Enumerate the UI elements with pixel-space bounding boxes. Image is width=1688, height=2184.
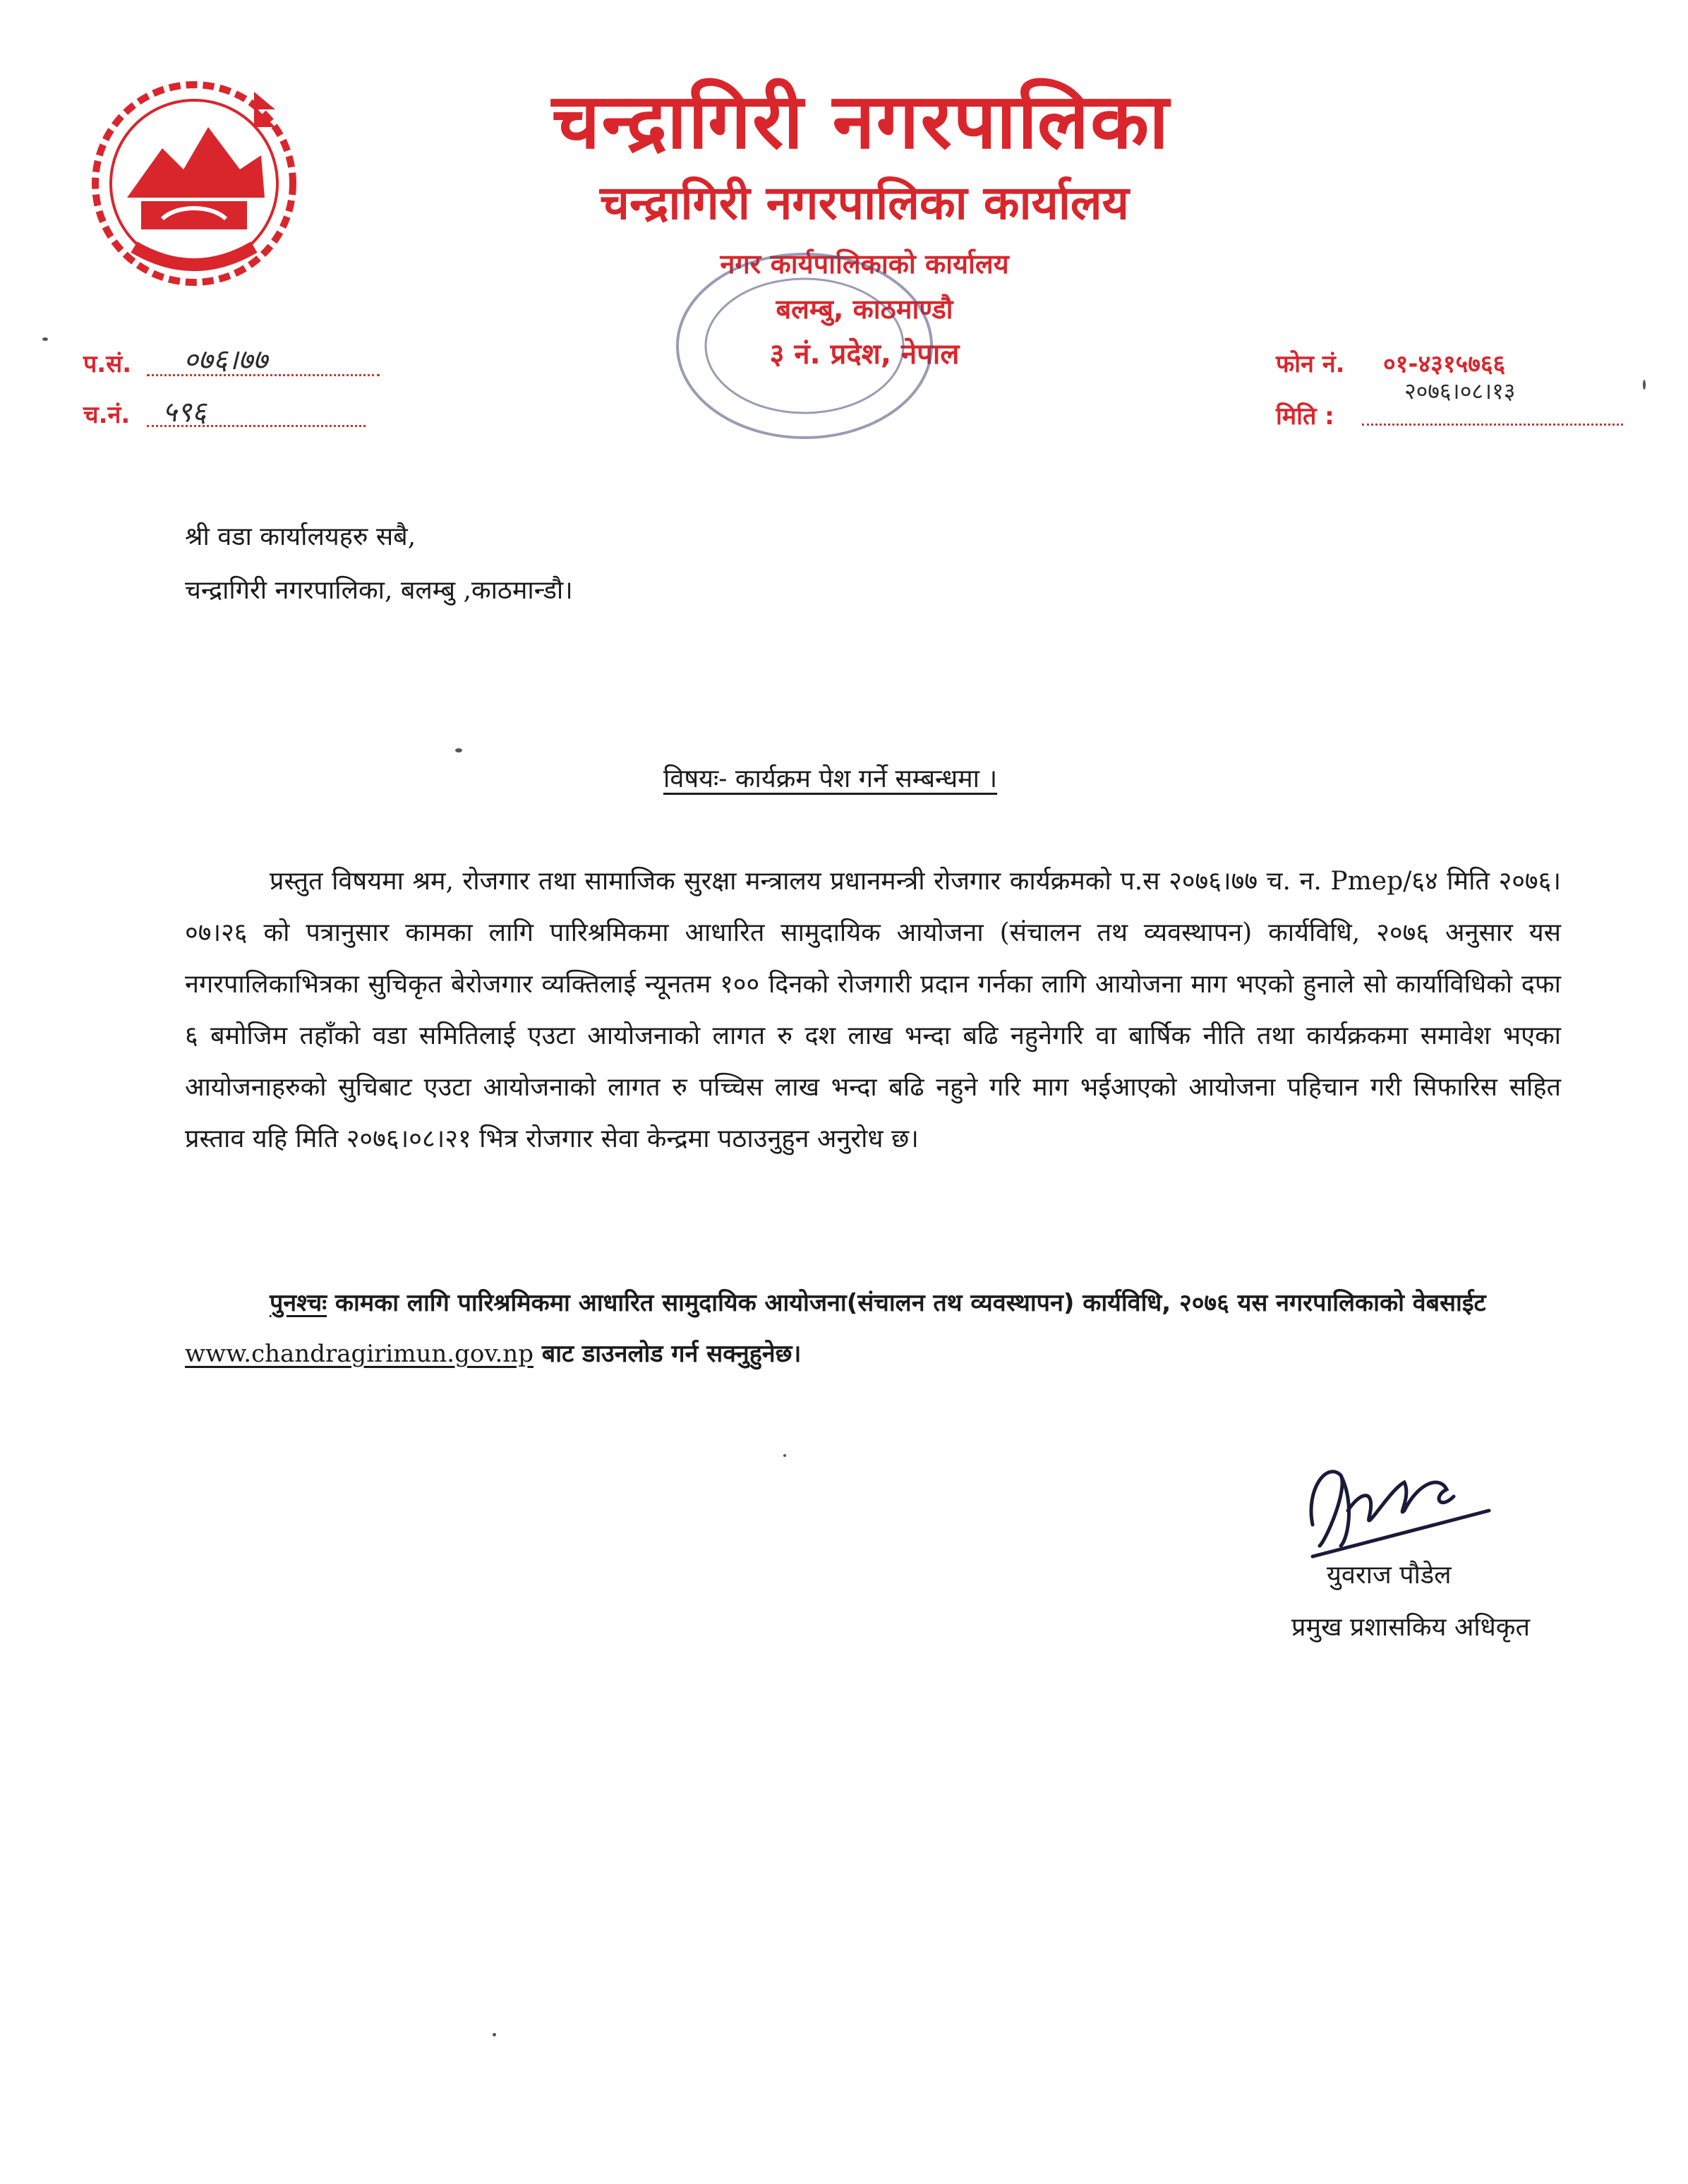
body-paragraph: प्रस्तुत विषयमा श्रम, रोजगार तथा सामाजिक सुरक्षा मन्त्रालय प्रधानमन्त्री रोजगार कार्यक्रमको प.स २०७६।७७ च. न. Pmep/६४ मिति २०७६।०७।२६ को पत्रानुसार कामका लागि पारिश्रमिकमा आधारित सामुदायिक आयोजना (संचालन तथ व्यवस्थापन) कार्यविधि, २०७६ अनुसार यस नगरपालिकाभित्रका सुचिकृत बेरोजगार व्यक्तिलाई न्यूनतम १०० दिनको रोजगारी प्रदान गर्नका लागि आयोजना माग भएको हुनाले सो कार्याविधिको दफा ६ बमोजिम तहाँको वडा समितिलाई एउटा आयोजनाको लागत रु दश लाख भन्दा बढि नहुनेगरि वा बार्षिक नीति तथा कार्यक्रकमा समावेश भएका आयोजनाहरुको सुचिबाट एउटा आयोजनाको लागत रु पच्चिस लाख भन्दा बढि नहुने गरि माग भईआएको आयोजना पहिचान गरी सिफारिस सहित प्रस्ताव यहि मिति २०७६।०८।२१ भित्र रोजगार सेवा केन्द्रमा पठाउनुहुन अनुरोध छ। — [185, 867, 1561, 1153]
cn-label: च.नं. — [83, 401, 131, 429]
office-name: नगर कार्यपालिकाको कार्यालय — [720, 248, 1009, 280]
ps-label: प.सं. — [83, 350, 132, 378]
office-address: बलम्बु, काठमाण्डौ — [776, 294, 953, 325]
scan-speck — [783, 1454, 786, 1457]
ps-value: ०७६।७७ — [183, 344, 268, 376]
office-stamp — [663, 240, 946, 452]
signatory-title: प्रमुख प्रशासकिय अधिकृत — [1291, 1613, 1530, 1642]
scan-speck — [455, 748, 462, 752]
phone-value: ०१-४३१५७६६ — [1383, 350, 1506, 378]
scan-speck — [42, 337, 48, 341]
recipient-line-2: चन्द्रागिरी नगरपालिका, बलम्बु ,काठमान्डौ। — [185, 576, 573, 605]
nepal-emblem-icon — [85, 71, 303, 289]
postscript — [185, 1278, 1561, 1379]
recipient-line-1: श्री वडा कार्यालयहरु सबै, — [185, 522, 416, 551]
postscript-text-before: कामका लागि पारिश्रमिकमा आधारित सामुदायिक आयोजना(संचालन तथ व्यवस्थापन) कार्यविधि, २०७६ यस नगरपालिकाको वेबसाईट — [327, 1289, 1486, 1317]
date-label: मिति : — [1276, 402, 1334, 431]
subject-line: विषयः- कार्यक्रम पेश गर्ने सम्बन्धमा । — [663, 764, 998, 793]
postscript-text-after: बाट डाउनलोड गर्न सक्नुहुनेछ। — [533, 1340, 802, 1368]
cn-value: ५९६ — [162, 396, 207, 428]
scan-speck — [493, 2033, 496, 2036]
signature-image — [1298, 1433, 1496, 1567]
website-link[interactable]: www.chandragirimun.gov.np — [185, 1340, 533, 1368]
date-value: २०७६।०८।१३ — [1404, 378, 1516, 404]
postscript-label: पुनश्चः — [270, 1289, 327, 1317]
scan-speck — [1643, 380, 1646, 390]
office-province: ३ नं. प्रदेश, नेपाल — [769, 338, 960, 371]
phone-label: फोन नं. — [1276, 350, 1345, 378]
date-dotted-line — [1362, 424, 1623, 426]
municipality-title: चन्द्रागिरी नगरपालिका — [551, 78, 1171, 166]
signatory-name: युवराज पौडेल — [1327, 1561, 1452, 1590]
municipality-subtitle: चन्द्रागिरी नगरपालिका कार्यालय — [600, 176, 1129, 230]
